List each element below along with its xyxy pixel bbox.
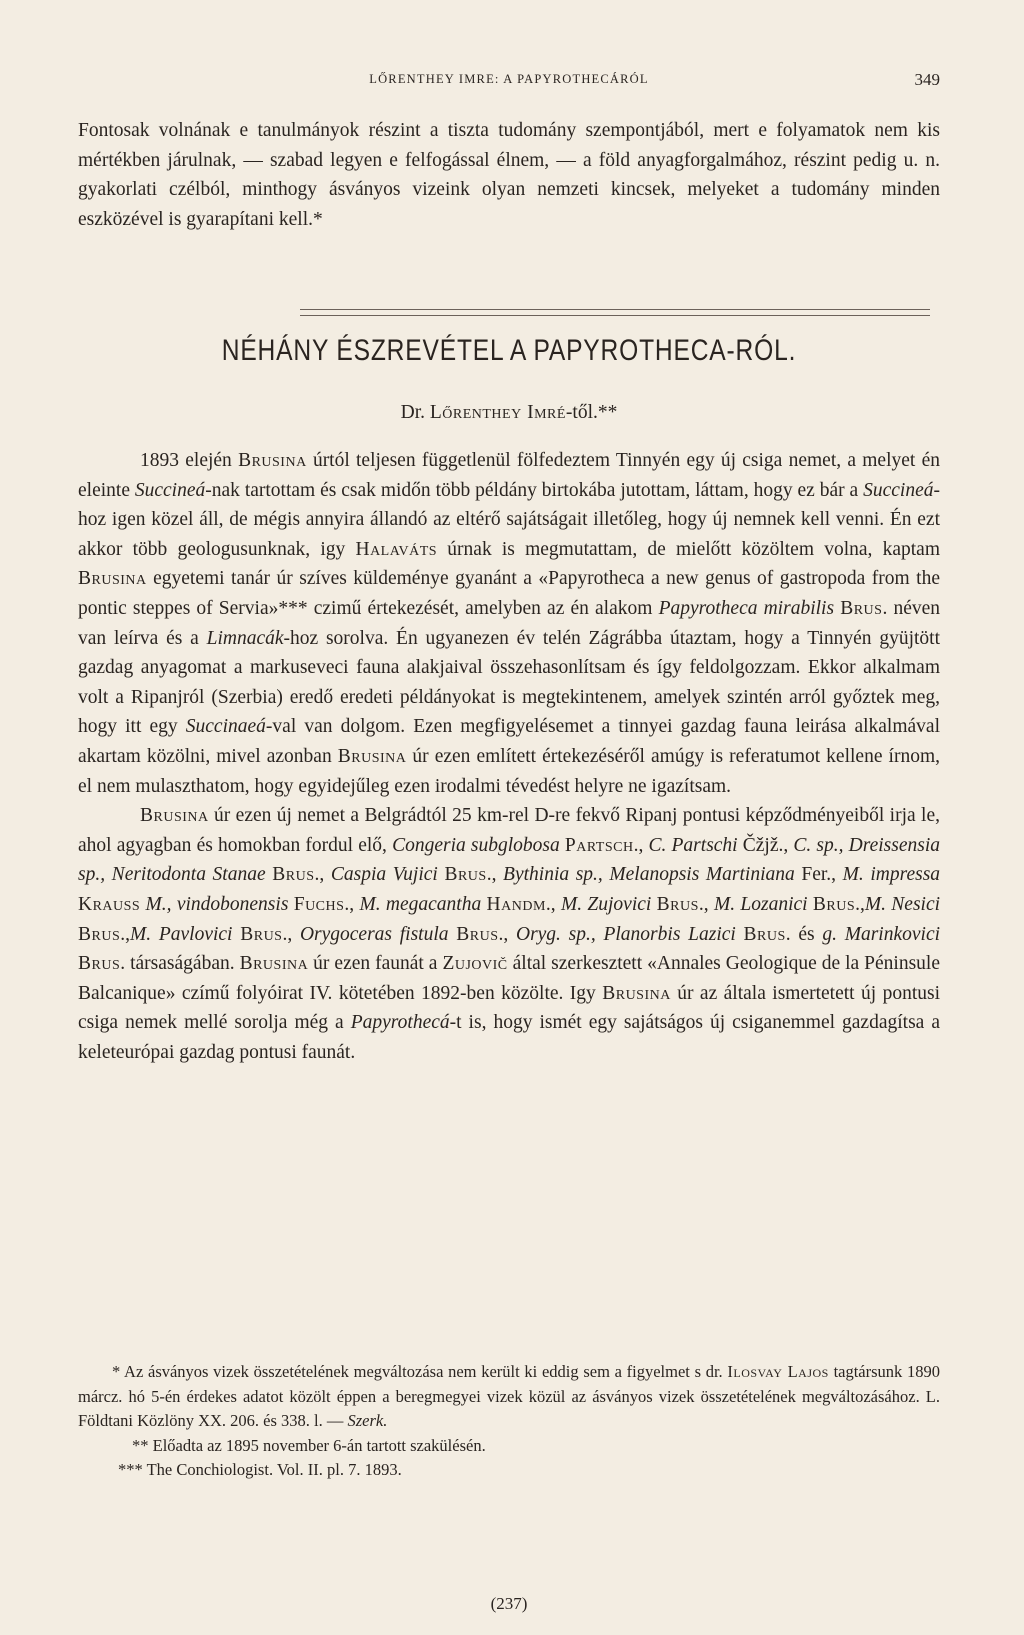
- author-prefix: Dr.: [400, 402, 430, 423]
- footnotes: [78, 1360, 940, 1483]
- paragraph-2: Brusina úr ezen új nemet a Belgrádtól 25 km-rel D-re fekvő Ripanj pontusi képződményeiből irja le, ahol agyagban és homokban fordul elő, Congeria subglobosa Partsch., C. Partschi Čžjž., C. sp., Dreissensia sp., Neritodonta Stanae Brus., Caspia Vujici Brus., Bythinia sp., Melanopsis Martiniana Fer., M. impressa Krauss M., vindobonensis Fuchs., M. megacantha Handm., M. Zujovici Brus., M. Lozanici Brus.,M. Nesici Brus.,M. Pavlovici Brus., Orygoceras fistula Brus., Oryg. sp., Planorbis Lazici Brus. és g. Marinkovici Brus. társaságában. Brusina úr ezen faunát a Zujovič által szerkesztett «Annales Geologique de la Péninsule Balcanique» czímű folyóirat IV. kötetében 1892-ben közölte. Igy Brusina úr az általa ismertetett új pontusi csiga nemek mellé sorolja még a Papyrothecá-t is, hogy ismét egy sajátságos új csiganemmel gazdagítsa a keleteurópai gazdag pontusi faunát.: [78, 805, 941, 1063]
- section-divider: [300, 309, 930, 316]
- page-number: 349: [914, 70, 940, 89]
- author-name: Lőrenthey Imré: [429, 402, 566, 423]
- intro-text: Fontosak volnának e tanulmányok részint a tiszta tudomány szempontjából, mert e folyamatok nem kis mértékben járulnak, — szabad legyen e felfogással élnem, — a föld anyagforgalmához, részint pedig u. n. gyakorlati czélból, minthogy ásványos vizeink olyan nemzeti kincsek, melyeket a tudomány minden eszközével is gyarapítani kell.*: [78, 120, 940, 230]
- article-title: NÉHÁNY ÉSZREVÉTEL A PAPYROTHECA-RÓL.: [221, 334, 797, 367]
- footnote-1: * Az ásványos vizek összetételének megváltozása nem került ki eddig sem a figyelmet s dr. Ilosvay Lajos tagtársunk 1890 márcz. hó 5-én érdekes adatot közölt éppen a beregmegyei vizek közül az ásványos vizek összetételének megváltozásához. L. Földtani Közlöny XX. 206. és 338. l. — Szerk.: [78, 1362, 941, 1431]
- footnote-3: *** The Conchiologist. Vol. II. pl. 7. 1893.: [118, 1460, 402, 1480]
- running-head: LŐRENTHEY IMRE: A PAPYROTHECÁRÓL: [369, 72, 649, 86]
- footnote-2: ** Előadta az 1895 november 6-án tartott szakülésén.: [132, 1435, 486, 1455]
- article-body: [78, 446, 940, 1067]
- page-header: [78, 72, 940, 96]
- author-suffix: -től.**: [565, 402, 618, 423]
- paragraph-1: 1893 elején Brusina úrtól teljesen függetlenül fölfedeztem Tinnyén egy új csiga nemet, a melyet én eleinte Succineá-nak tartottam és csak midőn több példány birtokába jutottam, láttam, hogy ez bár a Succineá-hoz igen közel áll, de mégis annyira állandó az eltérő sajátságait illetőleg, hogy új nemnek kell venni. Én ezt akkor több geologusunknak, igy Halaváts úrnak is megmutattam, de mielőtt közöltem volna, kaptam Brusina egyetemi tanár úr szíves küldeménye gyanánt a «Papyrotheca a new genus of gastropoda from the pontic steppes of Servia»*** czimű értekezését, amelyben az én alakom Papyrotheca mirabilis Brus. néven van leírva és a Limnacák-hoz sorolva. Én ugyanezen év telén Zágrábba útaztam, hogy a Tinnyén gyüjtött gazdag anyagomat a markuseveci fauna alakjaival összehasonlítsam és így feldolgozzam. Ekkor alkalmam volt a Ripanjról (Szerbia) eredő eredeti példányokat is megtekintenem, amelyek szintén arról győztek meg, hogy itt egy Succinaeá-val van dolgom. Ezen megfigyelésemet a tinnyei gazdag fauna leirása alkalmával akartam közölni, mivel azonban Brusina úr ezen említett értekezéséről amúgy is referatumot kellene írnom, el nem mulaszthatom, hogy egyidejűleg ezen irodalmi tévedést helyre ne igazítsam.: [78, 450, 941, 797]
- print-page-number: (237): [490, 1594, 528, 1613]
- intro-paragraph: [78, 116, 940, 234]
- article-author: [78, 402, 940, 424]
